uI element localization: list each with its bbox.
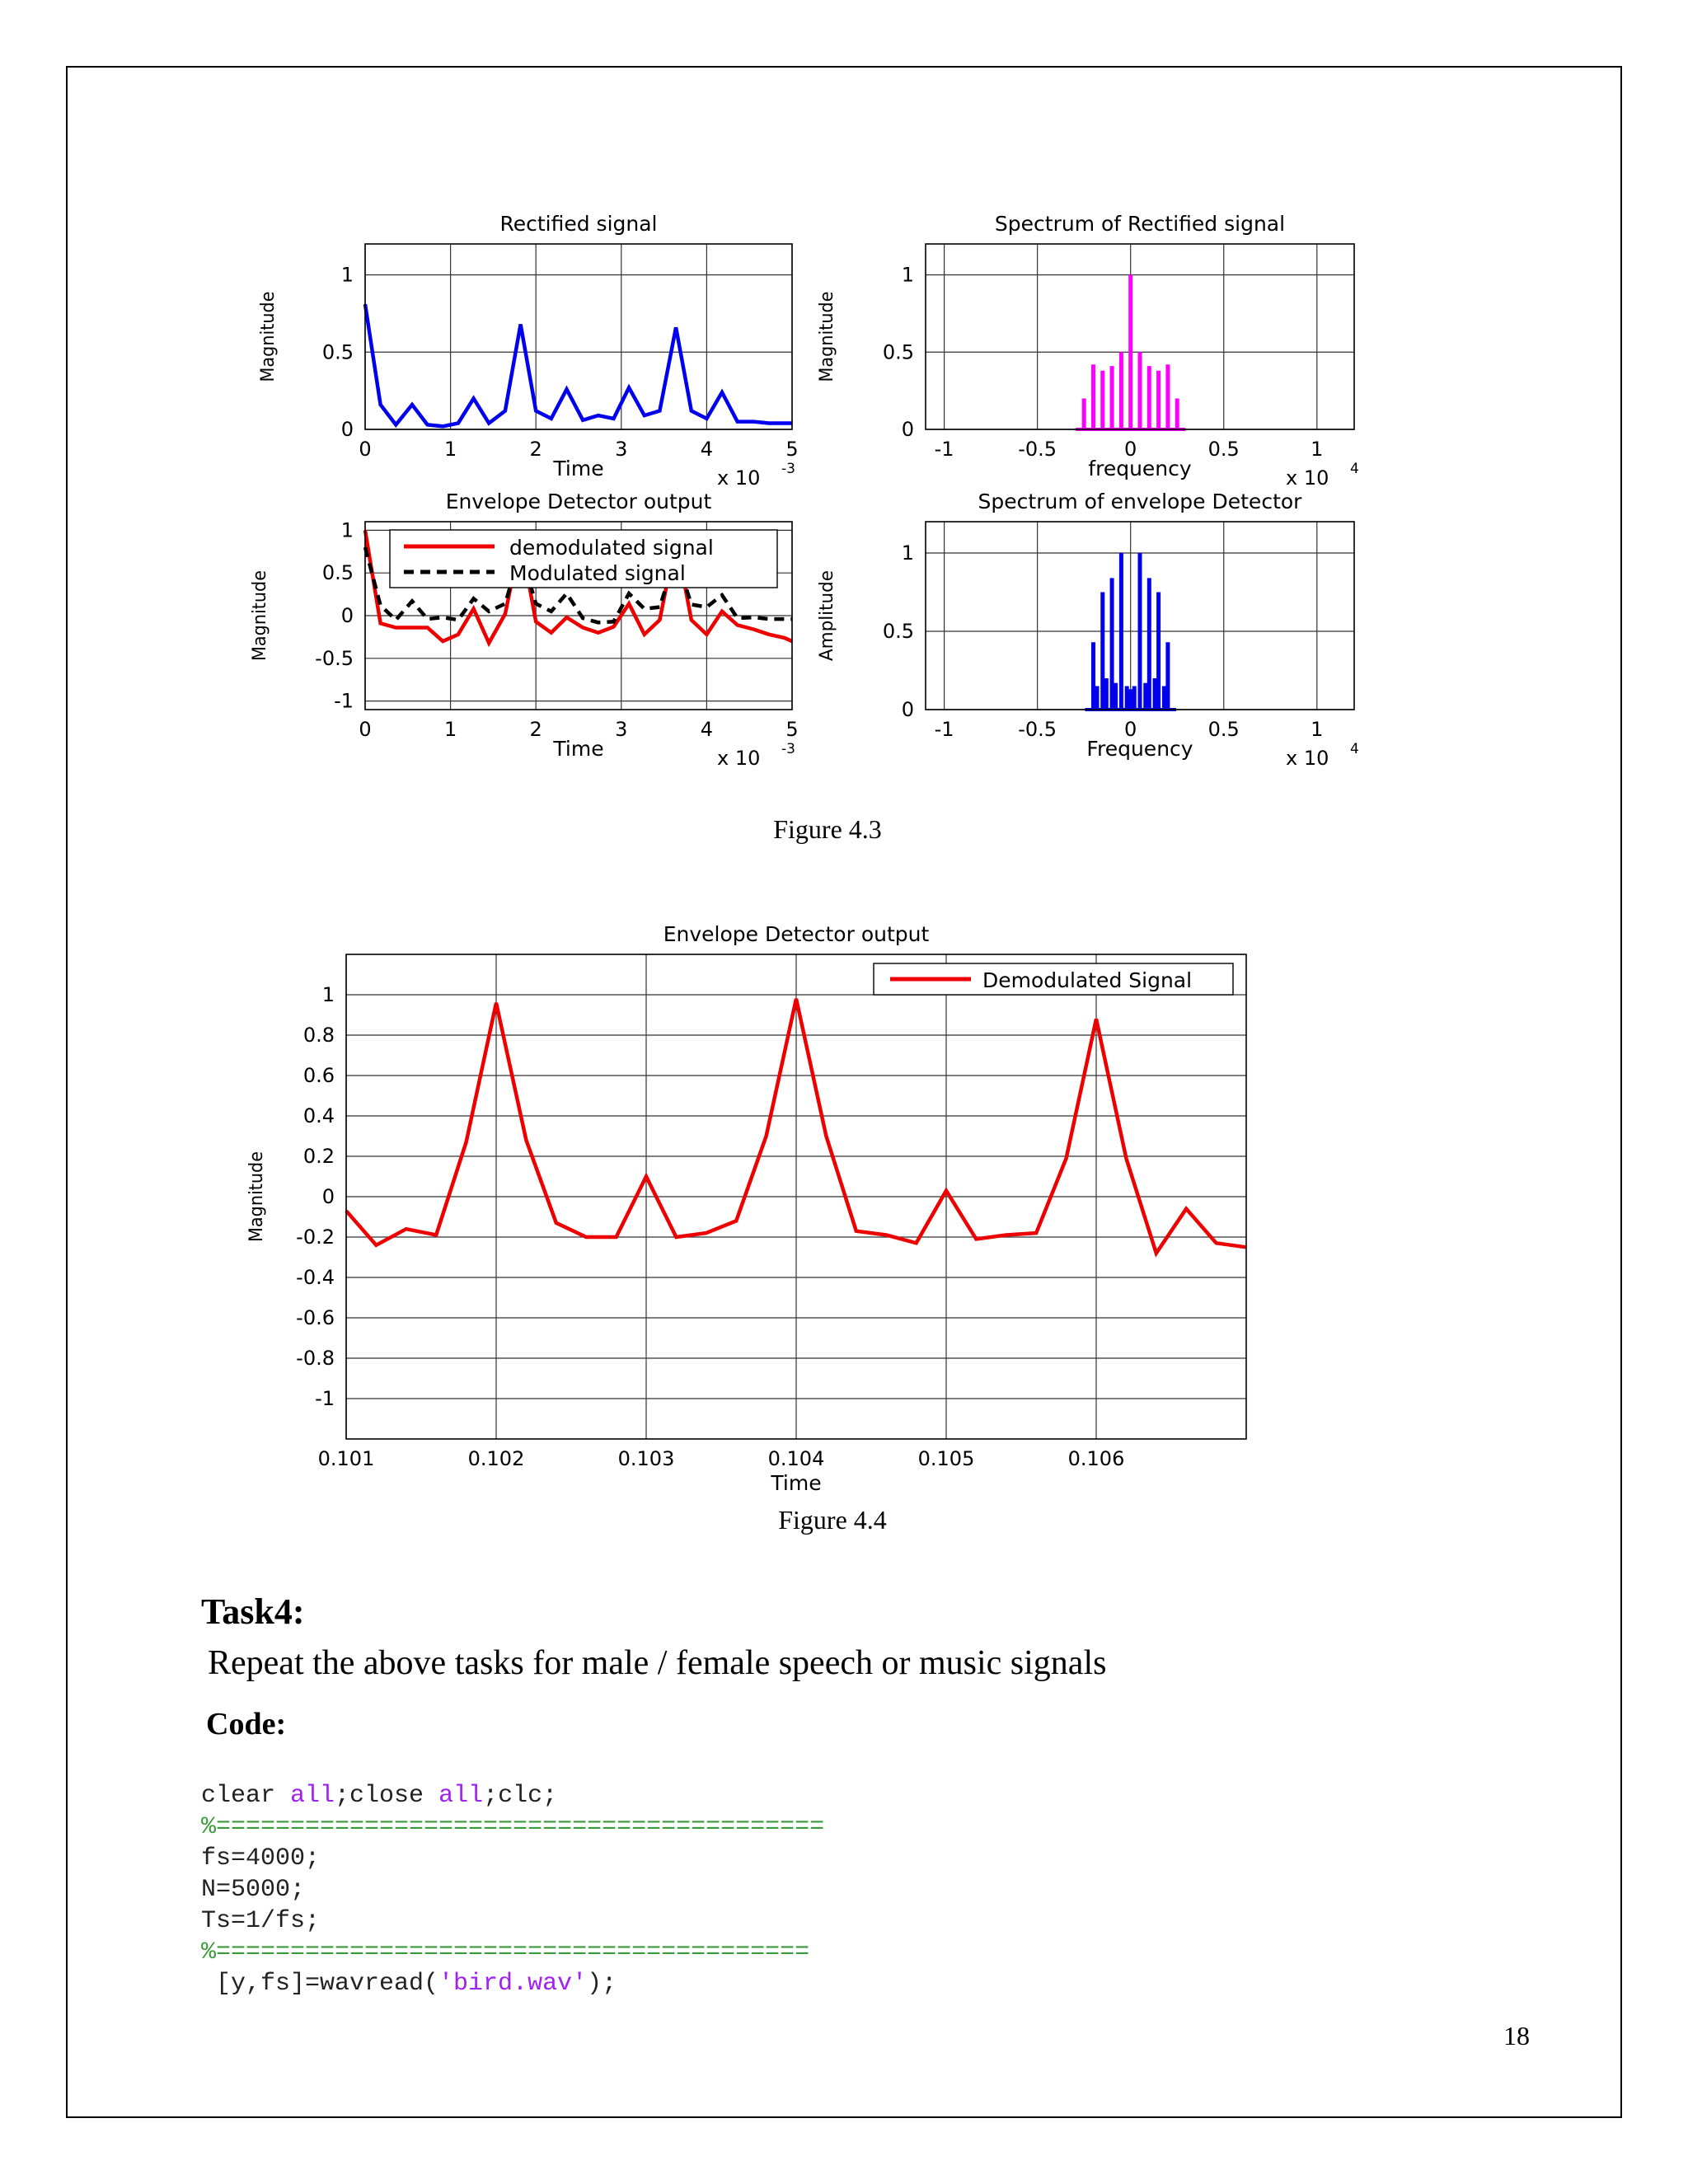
x-axis-label: Time: [553, 737, 604, 761]
x-tick-label: 5: [785, 718, 799, 741]
y-tick-label: 0: [340, 604, 354, 627]
x-tick-label: 0.102: [467, 1447, 525, 1470]
code-token: Ts=1/fs;: [201, 1907, 321, 1935]
code-token: %========================================: [201, 1938, 810, 1966]
y-tick-label: -1: [334, 689, 354, 713]
y-tick-label: -0.5: [315, 646, 354, 670]
y-tick-label: 1: [340, 263, 354, 287]
x-tick-label: -0.5: [1018, 718, 1057, 741]
task-heading: Task4:: [201, 1591, 305, 1632]
x-tick-label: 0: [1124, 438, 1137, 461]
x-axis-label: Time: [553, 457, 604, 480]
legend-label: Demodulated Signal: [982, 968, 1193, 992]
x-tick-label: 1: [443, 718, 457, 741]
code-token: N=5000;: [201, 1876, 306, 1904]
code-line: [201, 1843, 824, 1874]
y-tick-label: -0.8: [296, 1347, 335, 1370]
code-line: [201, 1937, 824, 1968]
x-axis-label: Time: [771, 1471, 822, 1495]
code-line: [201, 1780, 824, 1811]
y-tick-label: -1: [315, 1387, 335, 1410]
x-tick-label: 0: [1124, 718, 1137, 741]
y-tick-label: -0.4: [296, 1266, 335, 1289]
x-scale-multiplier: x 10: [1286, 466, 1329, 490]
code-token: all: [438, 1782, 484, 1810]
y-axis-label: Magnitude: [246, 1146, 267, 1242]
y-axis-label: Amplitude: [817, 568, 837, 661]
x-tick-label: 3: [615, 438, 628, 461]
x-tick-label: 4: [700, 718, 714, 741]
x-scale-exponent: -3: [781, 461, 795, 477]
x-axis-label: frequency: [1088, 457, 1192, 480]
chart-title: Envelope Detector output: [663, 922, 930, 946]
y-axis-label: Magnitude: [258, 285, 279, 382]
code-token: ;clc;: [483, 1782, 558, 1810]
x-tick-label: 2: [529, 438, 542, 461]
x-axis-label: Frequency: [1086, 737, 1193, 761]
legend-label: demodulated signal: [509, 536, 714, 560]
y-tick-label: 0.8: [302, 1024, 335, 1047]
y-tick-label: 0: [901, 418, 914, 441]
y-axis-label: Magnitude: [817, 285, 837, 382]
x-tick-label: 0.106: [1067, 1447, 1125, 1470]
y-tick-label: 0.5: [882, 620, 914, 643]
x-tick-label: 0.5: [1207, 438, 1240, 461]
figure-4-3-caption: Figure 4.3: [773, 814, 882, 844]
chart-title: Spectrum of envelope Detector: [978, 490, 1302, 513]
y-axis-label: Magnitude: [250, 565, 270, 661]
code-line: [201, 1874, 824, 1905]
y-tick-label: 1: [901, 541, 914, 565]
y-tick-label: 0: [340, 418, 354, 441]
x-tick-label: 1: [443, 438, 457, 461]
x-tick-label: -1: [934, 438, 954, 461]
x-tick-label: 0.5: [1207, 718, 1240, 741]
code-line: [201, 1811, 824, 1843]
code-line: [201, 1905, 824, 1937]
code-token: clear: [201, 1782, 291, 1810]
x-scale-exponent: -3: [781, 741, 795, 757]
y-tick-label: 1: [340, 518, 354, 542]
y-tick-label: -0.2: [296, 1226, 335, 1249]
y-tick-label: 0: [321, 1185, 335, 1208]
x-tick-label: 0.101: [317, 1447, 375, 1470]
chart-title: Envelope Detector output: [445, 490, 712, 513]
x-tick-label: 4: [700, 438, 714, 461]
figure-4-4-caption: Figure 4.4: [778, 1505, 887, 1535]
code-token: );: [587, 1970, 617, 1998]
x-tick-label: -1: [934, 718, 954, 741]
x-tick-label: 1: [1311, 438, 1324, 461]
x-tick-label: 2: [529, 718, 542, 741]
x-scale-multiplier: x 10: [717, 747, 761, 770]
x-scale-multiplier: x 10: [1286, 747, 1329, 770]
x-tick-label: 0: [359, 438, 372, 461]
code-label: Code:: [206, 1707, 287, 1741]
code-token: %=========================================: [201, 1813, 825, 1841]
y-tick-label: 0.2: [302, 1145, 335, 1168]
code-token: [y,fs]=wavread(: [201, 1970, 439, 1998]
code-block: [201, 1780, 824, 1999]
y-tick-label: 1: [321, 983, 335, 1006]
y-tick-label: 0.5: [321, 340, 354, 364]
x-tick-label: 0.105: [917, 1447, 975, 1470]
task-description: Repeat the above tasks for male / female speech or music signals: [208, 1644, 1107, 1682]
code-token: all: [290, 1782, 335, 1810]
x-tick-label: 5: [785, 438, 799, 461]
y-tick-label: -0.6: [296, 1306, 335, 1329]
y-tick-label: 0.6: [302, 1064, 335, 1087]
code-token: fs=4000;: [201, 1844, 321, 1872]
y-tick-label: 0.4: [302, 1104, 335, 1127]
y-tick-label: 1: [901, 263, 914, 287]
x-scale-exponent: 4: [1350, 741, 1359, 757]
page-number: 18: [1503, 2021, 1530, 2050]
code-token: 'bird.wav': [438, 1970, 588, 1998]
x-tick-label: 1: [1311, 718, 1324, 741]
x-tick-label: 3: [615, 718, 628, 741]
code-line: [201, 1968, 824, 1999]
x-tick-label: -0.5: [1018, 438, 1057, 461]
x-tick-label: 0: [359, 718, 372, 741]
y-tick-label: 0: [901, 698, 914, 721]
y-tick-label: 0.5: [321, 561, 354, 585]
x-tick-label: 0.103: [617, 1447, 675, 1470]
y-tick-label: 0.5: [882, 340, 914, 364]
x-scale-exponent: 4: [1350, 461, 1359, 477]
legend-label: Modulated signal: [509, 561, 686, 585]
chart-title: Spectrum of Rectified signal: [994, 212, 1286, 236]
chart-title: Rectified signal: [499, 212, 658, 236]
x-tick-label: 0.104: [767, 1447, 825, 1470]
code-token: ;close: [335, 1782, 439, 1810]
x-scale-multiplier: x 10: [717, 466, 761, 490]
